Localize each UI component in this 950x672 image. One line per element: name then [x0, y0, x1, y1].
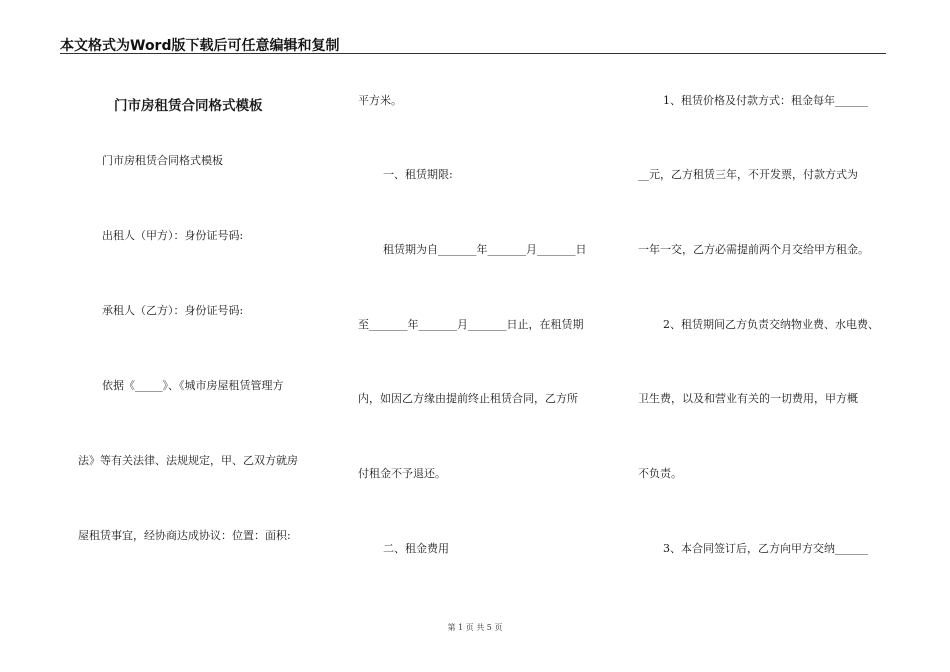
- paragraph-line: 不负责。: [638, 467, 682, 480]
- column-right: [625, 0, 890, 672]
- paragraph-line: 门市房租赁合同格式模板: [102, 154, 223, 167]
- paragraph-line: 平方米。: [358, 94, 402, 107]
- paragraph-line: 付租金不予退还。: [358, 467, 446, 480]
- paragraph-line: __元，乙方租赁三年，不开发票，付款方式为: [638, 168, 858, 181]
- paragraph-line: 2、租赁期间乙方负责交纳物业费、水电费、: [663, 318, 879, 331]
- paragraph-line: 出租人（甲方）：身份证号码:: [102, 229, 244, 242]
- document-title: 门市房租赁合同格式模板: [114, 98, 263, 114]
- paragraph-line: 屋租赁事宜，经协商达成协议：位置：面积:: [78, 529, 291, 542]
- paragraph-line: 内，如因乙方缘由提前终止租赁合同，乙方所: [358, 392, 578, 405]
- paragraph-line: 租赁期为自_______年_______月_______日: [383, 243, 587, 256]
- paragraph-line: 依据《_____》、《城市房屋租赁管理方: [102, 379, 284, 392]
- paragraph-line: 卫生费，以及和营业有关的一切费用，甲方概: [638, 392, 858, 405]
- paragraph-line: 3、本合同签订后，乙方向甲方交纳______: [663, 542, 868, 555]
- paragraph-line: 承租人（乙方）：身份证号码:: [102, 304, 244, 317]
- section-heading: 二、租金费用: [383, 542, 449, 555]
- paragraph-line: 一年一交，乙方必需提前两个月交给甲方租金。: [638, 243, 869, 256]
- paragraph-line: 至_______年_______月_______日止，在租赁期: [358, 318, 584, 331]
- paragraph-line: 法》等有关法律、法规规定，甲、乙双方就房: [78, 454, 298, 467]
- column-middle: [345, 0, 605, 672]
- paragraph-line: 1、租赁价格及付款方式：租金每年______: [663, 94, 868, 107]
- column-left: [60, 0, 310, 672]
- section-heading: 一、租赁期限:: [383, 168, 453, 181]
- page-number: 第 1 页 共 5 页: [447, 623, 503, 632]
- page-header: 本文格式为Word版下载后可任意编辑和复制: [60, 38, 340, 54]
